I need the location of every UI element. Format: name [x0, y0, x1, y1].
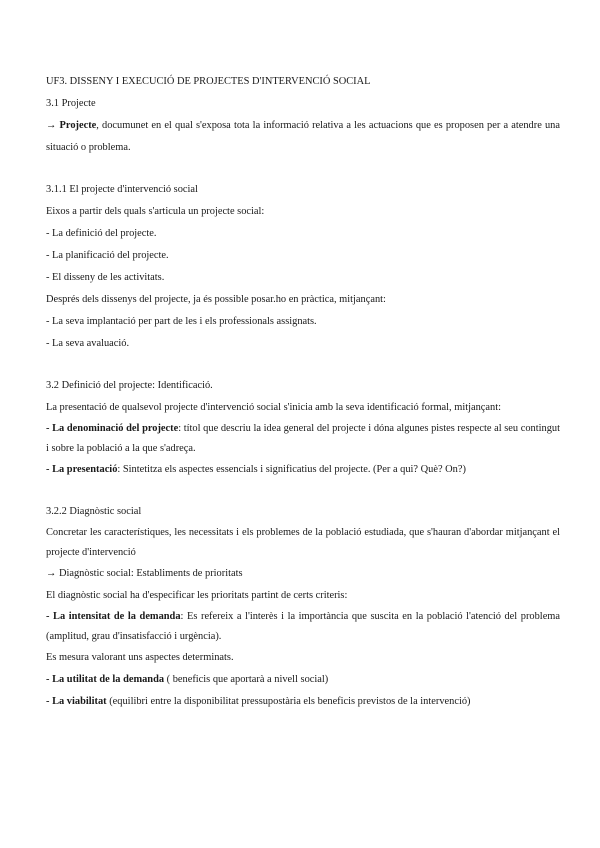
term-denominacio: La denominació del projecte	[52, 423, 179, 434]
section-heading-3-2-2: 3.2.2 Diagnòstic social	[46, 506, 142, 517]
paragraph-criteris-intro: El diagnòstic social ha d'especificar les prioritats partint de certs criteris:	[46, 590, 348, 601]
list-item: - La planificació del projecte.	[46, 250, 169, 261]
paragraph-eixos-intro: Eixos a partir dels quals s'articula un projecte social:	[46, 206, 265, 217]
utilitat-text: ( beneficis que aportarà a nivell social)	[164, 674, 329, 685]
list-bullet: -	[46, 611, 54, 622]
term-utilitat: La utilitat de la demanda	[52, 674, 165, 685]
document-body	[46, 71, 560, 713]
list-item-presentacio	[46, 459, 560, 481]
list-item: - El disseny de les activitats.	[46, 272, 165, 283]
term-presentacio: La presentació	[52, 464, 118, 475]
arrow-icon: →	[46, 120, 57, 131]
list-item: - La definició del projecte.	[46, 228, 157, 239]
presentacio-text: : Sintetitza els aspectes essencials i significatius del projecte. (Per a qui? Què? On?)	[117, 464, 466, 475]
list-bullet: -	[46, 423, 53, 434]
paragraph-diagnostic-arrow: → Diagnòstic social: Establiments de prioritats	[46, 568, 243, 579]
paragraph-mesura: Es mesura valorant uns aspectes determinats.	[46, 652, 234, 663]
list-item-utilitat	[46, 669, 560, 691]
term-viabilitat: La viabilitat	[52, 696, 107, 707]
section-heading-3-1: 3.1 Projecte	[46, 98, 96, 109]
list-item: - La seva implantació per part de les i els professionals assignats.	[46, 316, 317, 327]
list-item-viabilitat	[46, 691, 560, 713]
section-heading-3-1-1: 3.1.1 El projecte d'intervenció social	[46, 184, 198, 195]
section-heading-3-2: 3.2 Definició del projecte: Identificació.	[46, 380, 213, 391]
list-bullet: -	[46, 464, 53, 475]
projecte-definition-text: , documunet en el qual s'exposa tota la informació relativa a les actuacions que es proposen per a atendre una situació o problema.	[46, 120, 560, 153]
paragraph-projecte-definition	[46, 115, 560, 159]
paragraph-despres: Després dels dissenys del projecte, ja és possible posar.ho en pràctica, mitjançant:	[46, 294, 386, 305]
viabilitat-text: (equilibri entre la disponibilitat pressupostària els beneficis previstos de la intervenció)	[106, 696, 471, 707]
list-item: - La seva avaluació.	[46, 338, 130, 349]
list-item-intensitat	[46, 607, 560, 647]
intensitat-text: : Es refereix a l'interès i la importància que suscita en la població l'atenció del problema (amplitud, grau d'insatisfacció i urgència).	[46, 611, 561, 642]
denominacio-text: : títol que descriu la idea general del projecte i dóna algunes pistes respecte al seu contingut i sobre la població a la que s'adreça.	[46, 423, 561, 454]
paragraph-concretar: Concretar les característiques, les necessitats i els problemes de la població estudiada, que s'hauran d'abordar mitjançant el projecte d'intervenció	[46, 527, 560, 558]
paragraph-presentacio-intro: La presentació de qualsevol projecte d'intervenció social s'inicia amb la seva identificació formal, mitjançant:	[46, 402, 501, 413]
list-bullet: -	[46, 696, 53, 707]
list-bullet: -	[46, 674, 53, 685]
term-projecte: Projecte	[59, 120, 97, 131]
list-item-denominacio	[46, 419, 560, 459]
document-title: UF3. DISSENY I EXECUCIÓ DE PROJECTES D'INTERVENCIÓ SOCIAL	[46, 76, 371, 87]
term-intensitat: La intensitat de la demanda	[53, 611, 181, 622]
